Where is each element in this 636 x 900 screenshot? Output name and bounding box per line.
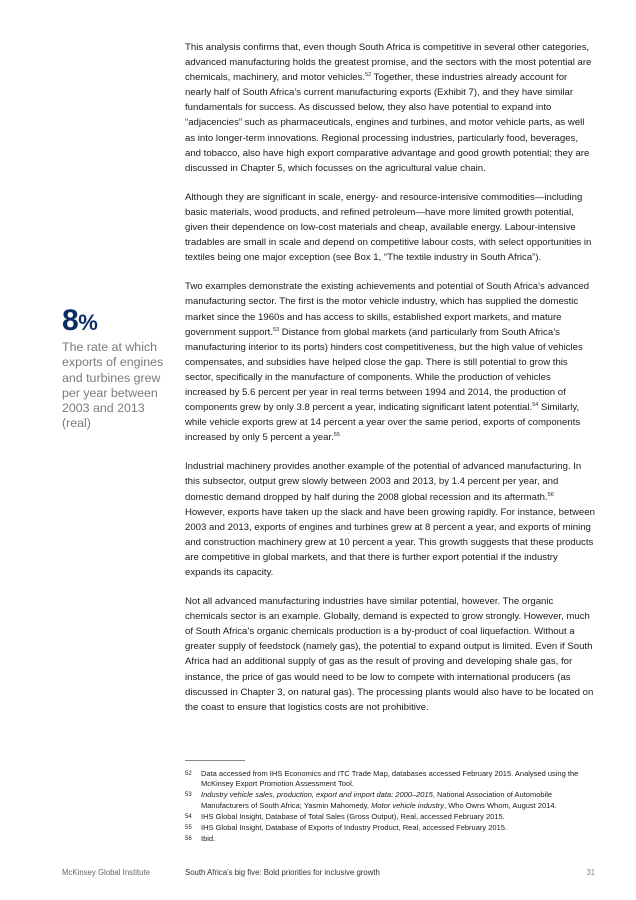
footnote-number: 56 bbox=[185, 836, 192, 843]
text-run: Similarly, while vehicle exports grew at 14 percent a year over the same period, exports of components increased by only 5 percent a year. bbox=[185, 402, 581, 444]
text-run: This analysis confirms that, even though South Africa is competitive in several other categories, advanced manufacturing holds the greatest promise, and the sectors with the most potential are chemicals, machinery, and motor vehicles. bbox=[185, 42, 592, 84]
footnote-ref: 53 bbox=[273, 326, 280, 333]
footnote-number: 55 bbox=[185, 825, 192, 832]
body-paragraph bbox=[185, 190, 595, 265]
stat-unit: % bbox=[78, 310, 98, 335]
footnote bbox=[185, 834, 595, 844]
footer-report-title: South Africa’s big five: Bold priorities for inclusive growth bbox=[185, 868, 380, 877]
footnote bbox=[185, 790, 595, 810]
italic-text: Motor vehicle industry bbox=[371, 800, 445, 810]
page-number: 31 bbox=[586, 868, 595, 877]
footnote-number: 54 bbox=[185, 813, 192, 820]
footnote-number: 53 bbox=[185, 792, 192, 799]
text-run: Although they are significant in scale, energy- and resource-intensive commodities—including basic materials, wood products, and refined petroleum—have more limited growth potential, given their dependence on low-cost materials and cheap, available energy. Labour-intensive tradables are small in scale and depend on competitive labour costs, with select opportunities in textiles being one major exception (see Box 1, “The textile industry in South Africa”). bbox=[185, 191, 592, 264]
stat-value bbox=[62, 305, 172, 339]
footnote-ref: 54 bbox=[532, 401, 539, 408]
footnote-text bbox=[201, 790, 595, 810]
text-run: Not all advanced manufacturing industries have similar potential, however. The organic chemicals sector is an example. Globally, demand is expected to grow strongly. However, much of South Africa’s organic chemicals production is a by-product of coal liquefaction. Without a greater supply of feedstock (namely gas), the potential to expand output is limited. Even if South Africa had an additional supply of gas as the result of proving and developing shale gas, for instance, the price of gas would need to be low to compete with international producers (as discussed in Chapter 3, on natural gas). The processing plants would also have to be located on the coast to ensure that logistics costs are not prohibitive. bbox=[185, 596, 594, 713]
footnote-text bbox=[201, 812, 595, 822]
text-run: , National Association of Automobile Manufacturers of South Africa; Yasmin Mahomedy, bbox=[201, 790, 553, 810]
sidebar-callout bbox=[62, 305, 172, 432]
text-run: , Who Owns Whom, August 2014. bbox=[444, 800, 557, 810]
text-run: Ibid. bbox=[201, 834, 216, 844]
text-run: Two examples demonstrate the existing achievements and potential of South Africa’s advanced manufacturing sector. The first is the motor vehicle industry, which has supplied the domestic market since the 1960s and has access to skills, established export markets, and mature government support. bbox=[185, 281, 590, 338]
footnote-ref: 56 bbox=[547, 491, 554, 498]
footnote bbox=[185, 812, 595, 822]
body-paragraph bbox=[185, 459, 595, 580]
footnote-ref: 52 bbox=[365, 72, 372, 78]
body-paragraph bbox=[185, 279, 595, 445]
footnote-text bbox=[201, 769, 595, 789]
text-run: IHS Global Insight, Database of Exports of Industry Product, Real, accessed February 2015. bbox=[201, 823, 507, 833]
footnote-number: 52 bbox=[185, 771, 192, 777]
text-run: Distance from global markets (and particularly from South Africa’s manufacturing interior to its ports) hinders cost competitiveness, but the high value of vehicles compensates, and subsidies have helped close the gap. There is still potential to grow this sector, specifically in the manufacture of components. While the production of vehicles increased by 5.6 percent per year in real terms between 1994 and 2014, the production of components grew by only 3.8 percent a year, indicating significant latent potential. bbox=[185, 326, 583, 414]
body-paragraph bbox=[185, 594, 595, 715]
text-run: IHS Global Insight, Database of Total Sales (Gross Output), Real, accessed February 2015. bbox=[201, 811, 505, 821]
footnotes bbox=[185, 769, 595, 845]
italic-text: Industry vehicle sales, production, export and import data: 2000–2015 bbox=[201, 790, 433, 800]
main-text bbox=[185, 40, 595, 729]
footnote-text bbox=[201, 834, 595, 844]
footnote-divider bbox=[185, 760, 245, 761]
text-run: Industrial machinery provides another example of the potential of advanced manufacturing. In this subsector, output grew slowly between 2003 and 2013, by 1.4 percent per year, and domestic demand dropped by half during the 2008 global recession and its aftermath. bbox=[185, 461, 582, 503]
stat-description: The rate at which exports of engines and turbines grew per year between 2003 and 2013 (real) bbox=[62, 340, 164, 431]
footnote-text bbox=[201, 823, 595, 833]
text-run: However, exports have taken up the slack and have been growing rapidly. For instance, between 2003 and 2013, exports of engines and turbines grew at 8 percent a year, and exports of mining and construction machinery grew at 10 percent a year. This growth suggests that these products are competitive in global markets, and that there is further export potential if the industry expands its capacity. bbox=[185, 506, 595, 578]
text-run: Data accessed from IHS Economics and ITC Trade Map, databases accessed February 2015. Analysed using the McKinsey Export Promotion Assessment Tool. bbox=[201, 769, 579, 789]
stat-number: 8 bbox=[62, 304, 79, 337]
footnote-ref: 55 bbox=[333, 432, 340, 439]
footnote bbox=[185, 823, 595, 833]
footnote bbox=[185, 769, 595, 789]
footer-publisher: McKinsey Global Institute bbox=[62, 868, 150, 877]
text-run: Together, these industries already account for nearly half of South Africa’s current manufacturing exports (Exhibit 7), and they have similar fundamentals for success. As discussed below, they also have potential to expand into “adjacencies” such as pharmaceuticals, engines and turbines, and motor vehicle parts, as well as into longer-term innovations. Regional processing industries, particularly food, beverages, and tobacco, also have high export comparative advantage and good growth potential; they are discussed in Chapter 5, which focusses on the agricultural value chain. bbox=[185, 72, 590, 174]
body-paragraph bbox=[185, 40, 595, 176]
